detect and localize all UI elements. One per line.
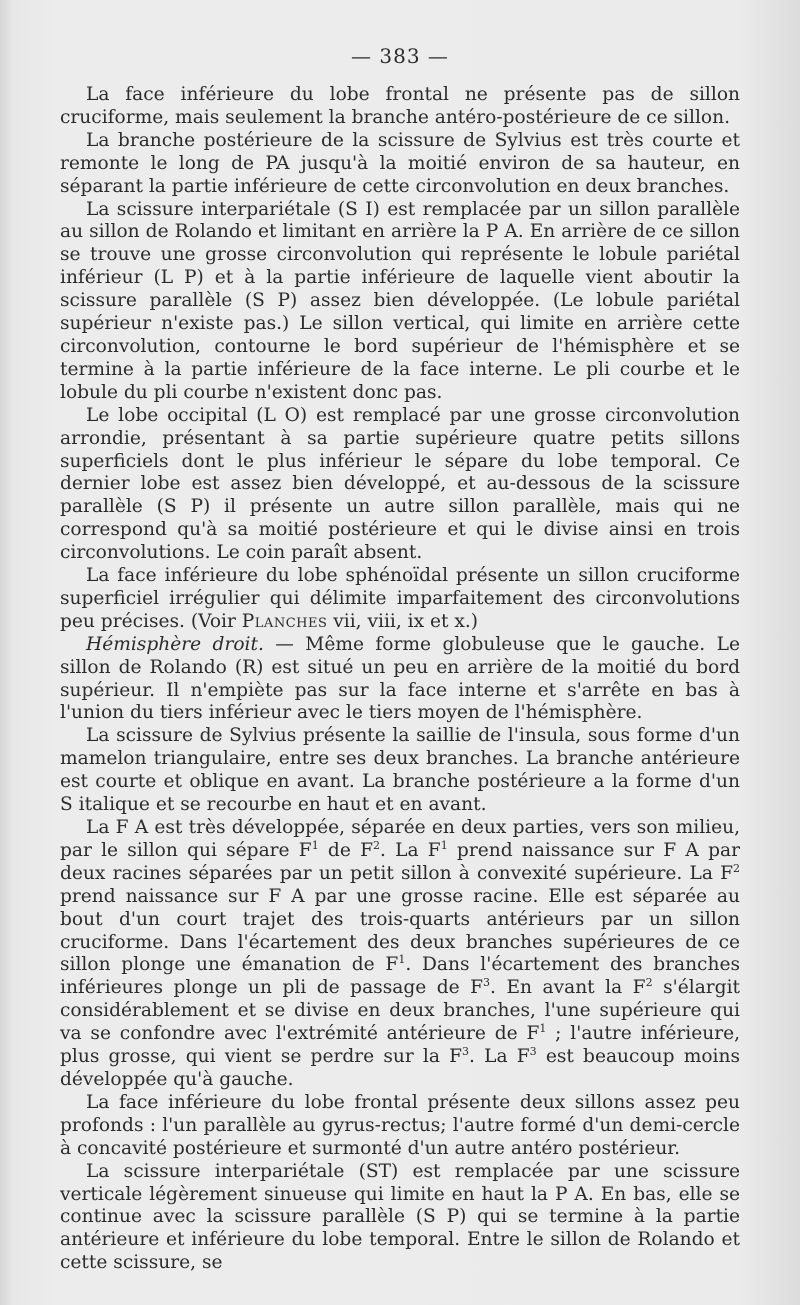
paragraph-3: La scissure interpariétale (S I) est remplacée par un sillon parallèle au sillon de Rolando et limitant en arrière la P A. En arrière de ce sillon se trouve une grosse circonvolution qui représente le lobule pariétal inférieur (L P) et à la partie inférieure de laquelle vient aboutir la scissure parallèle (S P) assez bien développée. (Le lobule pariétal supérieur n'existe pas.) Le sillon vertical, qui limite en arrière cette circonvolution, contourne le bord supérieur de l'hémisphère et se termine à la partie inférieure de la face interne. Le pli courbe et le lobule du pli courbe n'existent donc pas.	[60, 198, 740, 403]
text-run: de F	[318, 839, 373, 861]
paragraph-1: La face inférieure du lobe frontal ne présente pas de sillon cruciforme, mais seulement la branche antéro-postérieure de ce sillon.	[60, 84, 740, 128]
paragraph-8	[60, 817, 740, 1092]
superscript: 1	[440, 838, 448, 852]
text-run: prend naissance sur F A par deux racines séparées par un petit sillon à convexité supérieure. La F	[60, 839, 740, 884]
text-run: . Dans l'écartement des branches inférieures plonge un pli de passage de F	[60, 954, 740, 999]
paragraph-7: La scissure de Sylvius présente la saillie de l'insula, sous forme d'un mamelon triangulaire, entre ses deux branches. La branche antérieure est courte et oblique en avant. La branche postérieure a la forme d'un S italique et se recourbe en haut et en avant.	[60, 725, 740, 816]
paragraph-9: La face inférieure du lobe frontal présente deux sillons assez peu profonds : l'un parallèle au gyrus-rectus; l'autre formé d'un demi-cercle à concavité postérieure et surmonté d'un autre antéro postérieur.	[60, 1091, 740, 1159]
text-run: ; l'autre inférieure, plus grosse, qui vient se perdre sur la F	[60, 1023, 740, 1068]
text-run: . La F	[379, 839, 441, 861]
superscript: 1	[311, 838, 319, 852]
paragraph-6-text: — Même forme globuleuse que le gauche. Le sillon de Rolando (R) est situé un peu en arrière de la moitié du bord supérieur. Il n'empiète pas sur la face interne et s'arrête en bas à l'union du tiers inférieur avec le tiers moyen de l'hémisphère.	[60, 633, 740, 724]
paragraph-5	[60, 565, 740, 634]
paragraph-10: La scissure interpariétale (ST) est remplacée par une scissure verticale légèrement sinueuse qui limite en haut la P A. En bas, elle se continue avec la scissure parallèle (S P) qui se termine à la partie antérieure et inférieure du lobe temporal. Entre le sillon de Rolando et cette scissure, se	[60, 1160, 740, 1274]
superscript: 1	[398, 953, 406, 967]
planches-reference: Planches	[241, 610, 328, 632]
superscript: 2	[733, 861, 740, 875]
text-run: . La F	[469, 1046, 530, 1068]
section-heading-hemisphere-droit: Hémisphère droit.	[86, 633, 264, 655]
text-run: s'élargit considérablement et se divise en deux branches, l'une supérieure qui va se confondre avec l'extrémité antérieure de F	[60, 977, 740, 1045]
superscript: 3	[483, 976, 491, 990]
paragraph-4: Le lobe occipital (L O) est remplacé par une grosse circonvolution arrondie, présentant à sa partie supérieure quatre petits sillons superficiels dont le plus inférieur le sépare du lobe temporal. Ce dernier lobe est assez bien développé, et au-dessous de la scissure parallèle (S P) il présente un autre sillon parallèle, mais qui ne correspond qu'à sa moitié postérieure et qui le divise ainsi en trois circonvolutions. Le coin paraît absent.	[60, 404, 740, 564]
superscript: 2	[372, 838, 380, 852]
body-text	[60, 84, 740, 1275]
paragraph-2: La branche postérieure de la scissure de Sylvius est très courte et remonte le long de PA jusqu'à la moitié environ de sa hauteur, en séparant la partie inférieure de cette circonvolution en deux branches.	[60, 129, 740, 197]
text-run: est beaucoup moins développée qu'à gauche.	[60, 1046, 740, 1090]
superscript: 3	[462, 1044, 470, 1058]
page-number: — 383 —	[351, 44, 449, 68]
superscript: 1	[539, 1021, 547, 1035]
superscript: 3	[529, 1044, 537, 1058]
paragraph-5-text: La face inférieure du lobe sphénoïdal présente un sillon cruciforme superficiel irrégulier qui délimite imparfaitement des circonvolutions peu précises. (Voir	[60, 565, 740, 632]
paragraph-5-text-end: vii, viii, ix et x.)	[327, 610, 479, 632]
text-run: . En avant la F	[490, 977, 646, 999]
text-run: La F A est très développée, séparée en deux parties, vers son milieu, par le sillon qui sépare F	[60, 817, 740, 861]
superscript: 2	[645, 976, 653, 990]
text-run: prend naissance sur F A par une grosse racine. Elle est séparée au bout d'un court trajet des trois-quarts antérieurs par un sillon cruciforme. Dans l'écartement des deux branches supérieures de ce sillon plonge une émanation de F	[60, 885, 740, 976]
paragraph-6	[60, 634, 740, 726]
